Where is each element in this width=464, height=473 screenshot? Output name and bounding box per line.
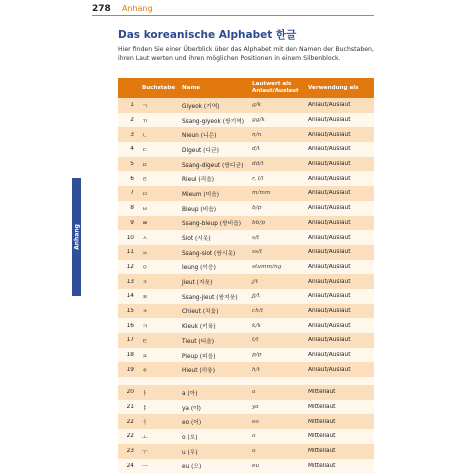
row-sound: b/p: [248, 205, 304, 211]
row-sound: m/mm: [248, 190, 304, 196]
row-letter: ㅊ: [138, 306, 178, 315]
row-number: 20: [118, 389, 138, 395]
row-number: 3: [118, 132, 138, 138]
row-letter: ㅂ: [138, 204, 178, 213]
vowel-rows: [118, 385, 374, 473]
row-usage: Anlaut/Auslaut: [304, 293, 374, 299]
row-name: ya (야): [178, 403, 248, 412]
row-usage: Anlaut/Auslaut: [304, 102, 374, 108]
row-sound: dd/t: [248, 161, 304, 167]
row-number: 5: [118, 161, 138, 167]
row-name: Siot (시옷): [178, 233, 248, 242]
row-number: 12: [118, 264, 138, 270]
row-letter: ㄷ: [138, 145, 178, 154]
row-letter: ㅑ: [138, 403, 178, 412]
row-letter: ㅁ: [138, 189, 178, 198]
row-sound: k/k: [248, 323, 304, 329]
row-number: 21: [118, 404, 138, 410]
row-letter: ㄸ: [138, 160, 178, 169]
table-row: [118, 201, 374, 216]
row-sound: a: [248, 389, 304, 395]
table-row: [118, 142, 374, 157]
row-usage: Mittellaut: [304, 389, 374, 395]
row-number: 9: [118, 220, 138, 226]
row-letter: ㅎ: [138, 365, 178, 374]
row-letter: ㄲ: [138, 116, 178, 125]
row-sound: s/t: [248, 235, 304, 241]
row-number: 2: [118, 117, 138, 123]
table-row: [118, 260, 374, 275]
row-sound: d/t: [248, 146, 304, 152]
page-number: 278: [92, 4, 111, 14]
row-name: Tieut (티읕): [178, 336, 248, 345]
row-letter: ㅉ: [138, 292, 178, 301]
row-name: Chieut (치읓): [178, 306, 248, 315]
alphabet-table: [118, 78, 374, 473]
row-usage: Mittellaut: [304, 433, 374, 439]
row-letter: ㅓ: [138, 417, 178, 426]
row-letter: ㅇ: [138, 262, 178, 271]
table-header: [118, 78, 374, 98]
row-usage: Mittellaut: [304, 463, 374, 469]
row-number: 24: [118, 463, 138, 469]
table-row: [118, 304, 374, 319]
page-header: [0, 0, 464, 20]
row-usage: Anlaut/Auslaut: [304, 352, 374, 358]
row-letter: ㅃ: [138, 218, 178, 227]
row-number: 13: [118, 279, 138, 285]
row-name: Bieup (비읍): [178, 204, 248, 213]
table-row: [118, 348, 374, 363]
row-number: 14: [118, 293, 138, 299]
row-name: Hieut (히읗): [178, 365, 248, 374]
row-letter: ㅅ: [138, 233, 178, 242]
row-letter: ㅍ: [138, 351, 178, 360]
row-name: Nieun (니은): [178, 130, 248, 139]
row-letter: ㄴ: [138, 130, 178, 139]
table-row: [118, 230, 374, 245]
row-letter: ㅗ: [138, 432, 178, 441]
row-letter: ㅜ: [138, 447, 178, 456]
row-name: Ssang-siot (쌍시옷): [178, 248, 248, 257]
row-number: 16: [118, 323, 138, 329]
header-sound: Lautwert als Anlaut/Auslaut: [248, 78, 304, 98]
table-row: [118, 113, 374, 128]
table-row: [118, 127, 374, 142]
row-number: 22: [118, 433, 138, 439]
row-letter: ㄹ: [138, 174, 178, 183]
table-row: [118, 318, 374, 333]
row-sound: eu: [248, 463, 304, 469]
row-usage: Anlaut/Auslaut: [304, 205, 374, 211]
row-usage: Anlaut/Auslaut: [304, 323, 374, 329]
row-usage: Anlaut/Auslaut: [304, 279, 374, 285]
row-number: 1: [118, 102, 138, 108]
row-usage: Mittellaut: [304, 404, 374, 410]
row-name: Ssang-bieup (쌍비읍): [178, 218, 248, 227]
table-row: [118, 186, 374, 201]
row-name: Kieuk (키읔): [178, 321, 248, 330]
row-usage: Anlaut/Auslaut: [304, 249, 374, 255]
header-name: Name: [178, 78, 248, 98]
running-title: Anhang: [122, 4, 153, 13]
row-name: u (우): [178, 447, 248, 456]
row-name: Ssang-jieut (쌍지읒): [178, 292, 248, 301]
row-usage: Anlaut/Auslaut: [304, 117, 374, 123]
row-name: Ieung (이응): [178, 262, 248, 271]
row-number: 22: [118, 419, 138, 425]
row-number: 17: [118, 337, 138, 343]
row-usage: Anlaut/Auslaut: [304, 235, 374, 241]
row-name: a (아): [178, 388, 248, 397]
row-sound: bb/p: [248, 220, 304, 226]
row-usage: Anlaut/Auslaut: [304, 146, 374, 152]
row-sound: t/t: [248, 337, 304, 343]
table-row: [118, 400, 374, 415]
row-sound: eo: [248, 419, 304, 425]
header-rule: [92, 15, 374, 16]
row-name: o (오): [178, 432, 248, 441]
consonant-rows: [118, 98, 374, 377]
row-usage: Anlaut/Auslaut: [304, 176, 374, 182]
row-name: eo (어): [178, 417, 248, 426]
row-number: 8: [118, 205, 138, 211]
row-usage: Anlaut/Auslaut: [304, 308, 374, 314]
row-sound: r, l/l: [248, 176, 304, 182]
row-letter: ㅏ: [138, 388, 178, 397]
table-row: [118, 171, 374, 186]
row-sound: ss/t: [248, 249, 304, 255]
row-number: 10: [118, 235, 138, 241]
row-sound: p/p: [248, 352, 304, 358]
table-row: [118, 414, 374, 429]
row-letter: ㅈ: [138, 277, 178, 286]
row-usage: Anlaut/Auslaut: [304, 220, 374, 226]
table-gap: [118, 377, 374, 385]
row-name: Pieup (피읖): [178, 351, 248, 360]
row-name: Jieut (지읒): [178, 277, 248, 286]
row-number: 6: [118, 176, 138, 182]
row-usage: Mittellaut: [304, 419, 374, 425]
header-letter: Buchstabe: [138, 78, 178, 98]
row-usage: Mittellaut: [304, 448, 374, 454]
row-sound: ya: [248, 404, 304, 410]
row-letter: ㅋ: [138, 321, 178, 330]
row-usage: Anlaut/Auslaut: [304, 190, 374, 196]
row-number: 23: [118, 448, 138, 454]
table-row: [118, 333, 374, 348]
table-row: [118, 245, 374, 260]
row-name: Ssang-giyeok (쌍기역): [178, 116, 248, 125]
row-number: 4: [118, 146, 138, 152]
table-row: [118, 98, 374, 113]
row-sound: o: [248, 433, 304, 439]
row-name: Ssang-digeut (쌍디귿): [178, 160, 248, 169]
row-name: eu (으): [178, 461, 248, 470]
intro-text: Hier finden Sie einer Überblick über das Alphabet mit den Namen der Buchstaben, ihren Laut werten und ihren möglichen Positionen in einem Silbenblock.: [118, 45, 380, 63]
row-number: 18: [118, 352, 138, 358]
header-number: [118, 78, 138, 98]
row-sound: j/t: [248, 279, 304, 285]
row-sound: u: [248, 448, 304, 454]
row-sound: jj/t: [248, 293, 304, 299]
table-row: [118, 216, 374, 231]
row-number: 7: [118, 190, 138, 196]
header-usage: Verwendung als: [304, 78, 374, 98]
row-number: 11: [118, 249, 138, 255]
row-usage: Anlaut/Auslaut: [304, 367, 374, 373]
table-row: [118, 459, 374, 473]
row-sound: h/t: [248, 367, 304, 373]
row-sound: n/n: [248, 132, 304, 138]
table-row: [118, 362, 374, 377]
page-title: Das koreanische Alphabet 한글: [118, 27, 296, 42]
row-letter: ㄱ: [138, 101, 178, 110]
row-name: Giyeok (기역): [178, 101, 248, 110]
row-name: Digeut (디귿): [178, 145, 248, 154]
row-sound: g/k: [248, 102, 304, 108]
row-letter: ㅡ: [138, 461, 178, 470]
table-row: [118, 157, 374, 172]
row-letter: ㅌ: [138, 336, 178, 345]
row-usage: Anlaut/Auslaut: [304, 161, 374, 167]
table-row: [118, 385, 374, 400]
row-usage: Anlaut/Auslaut: [304, 264, 374, 270]
table-row: [118, 429, 374, 444]
table-row: [118, 289, 374, 304]
row-name: Rieul (리을): [178, 174, 248, 183]
row-name: Mieum (미음): [178, 189, 248, 198]
row-number: 15: [118, 308, 138, 314]
row-usage: Anlaut/Auslaut: [304, 132, 374, 138]
row-usage: Anlaut/Auslaut: [304, 337, 374, 343]
side-tab-label-wrap: [72, 178, 81, 296]
row-number: 19: [118, 367, 138, 373]
row-sound: stumm/ng: [248, 264, 304, 270]
table-row: [118, 274, 374, 289]
table-row: [118, 444, 374, 459]
side-tab-label: Anhang: [73, 224, 80, 250]
row-sound: ch/t: [248, 308, 304, 314]
row-sound: gg/k: [248, 117, 304, 123]
row-letter: ㅆ: [138, 248, 178, 257]
